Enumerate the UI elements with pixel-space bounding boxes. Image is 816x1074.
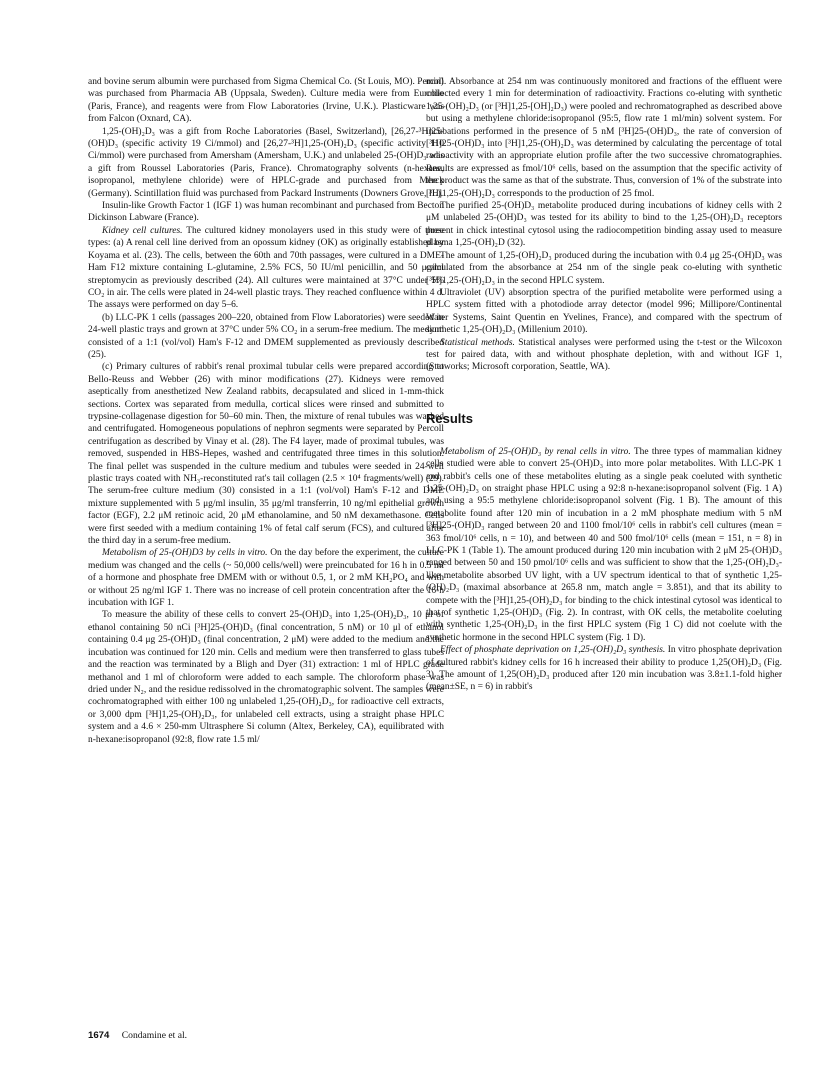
paragraph xyxy=(88,225,444,312)
paragraph xyxy=(88,547,444,609)
run-in-heading: Metabolism of 25-(OH)D3 by cells in vitro. xyxy=(102,548,268,559)
paragraph-body: On the day before the experiment, the culture medium was changed and the cells (~ 50,000 cells/well) were preincubated for 16 h in 0.5 ml of a hormone and phosphate free DMEM with or without 0.5, 1, or 2 mM KH₂PO₄ and with or without 25 ng/ml IGF 1. There was no increase of cell protein concentration after the 16-h incubation with IGF 1. xyxy=(88,548,444,609)
run-in-heading: Kidney cell cultures. xyxy=(102,225,183,236)
paragraph: Insulin-like Growth Factor 1 (IGF 1) was human recombinant and purchased from Becton Dickinson Labware (France). xyxy=(88,201,444,224)
paragraph: Ultraviolet (UV) absorption spectra of the purified metabolite were performed using a HPLC system fitted with a photodiode array detector (model 996; Millipore/Continental Water Systems, Saint Quentin en Yvelines, France), and compared with the spectrum of synthetic 1,25-(OH)₂D₃ (Millenium 2010). xyxy=(426,287,782,336)
right-column xyxy=(426,76,782,694)
section-title-results: Results xyxy=(426,410,473,426)
paragraph-body: The cultured kidney monolayers used in this study were of three types: (a) A renal cell line derived from an opossum kidney (OK) as originally established by Koyama et al. (23). The cells, between the 60th and 70th passages, were cultured in a DME-Ham F12 mixture containing L-glutamine, 2.5% FCS, 50 IU/ml penicillin, and 50 μg/ml streptomycin as previously described (24). All cultures were maintained at 37°C under 5% CO₂ in air. The cells were plated in 24-well plastic trays. They reached confluence within 4 d. The assays were performed on day 5–6. xyxy=(88,225,444,311)
paragraph: 1,25-(OH)₂D₃ was a gift from Roche Laboratories (Basel, Switzerland), [26,27-³H]25-(OH)D₃ (specific activity 19 Ci/mmol) and [26,27-³H]1,25-(OH)₂D₃ (specific activity 110 Ci/mmol) were purchased from Amersham (Amersham, U.K.) and unlabeled 25-(OH)D₃ was a gift from Roussel Laboratories (Paris, France). Chromatography solvents (n-hexane, isopropanol, methylene chloride) were of HPLC-grade and purchased from Merck (Germany). Scintillation fluid was purchased from Packard Instruments (Downers Grove, IL). xyxy=(88,126,444,199)
page-number: 1674 xyxy=(88,1030,110,1041)
run-in-heading: Effect of phosphate deprivation on 1,25-(OH)₂D₃ synthesis. xyxy=(440,645,666,656)
paragraph: The purified 25-(OH)D₃ metabolite produced during incubations of kidney cells with 2 μM unlabeled 25-(OH)D₃ was tested for its ability to bind to the 1,25-(OH)₂D₃ receptors present in chick intestinal cytosol using the radiocompetition binding assay used to measure plasma 1,25-(OH)₂D (32). xyxy=(426,201,782,249)
paragraph: To measure the ability of these cells to convert 25-(OH)D₃ into 1,25-(OH)₂D₃, 10 μl of ethanol containing 50 nCi [³H]25-(OH)D₃ (final concentration, 5 nM) or 10 μl of ethanol containing 0.4 μg 25-(OH)D₃ (final concentration, 2 μM) were added to the medium and the incubation was continued for 120 min. Cells and medium were then transferred to glass tubes and the reaction was terminated by a Bligh and Dyer (31) extraction: 1 ml of HPLC grade methanol and 1 ml of chloroform were added to each sample. The chloroform phase was dried under N₂, and the residue redissolved in the chromatographic solvent. The samples were cochromatographed with either 100 ng unlabeled 1,25-(OH)₂D₃, for radioactive cell extracts, or 3,000 dpm [³H]1,25-(OH)₂D₃, for unlabeled cell extracts, using a straight phase HPLC system and a 4.6 × 250-mm Ultrasphere Si column (Altex, Berkeley, CA), equilibrated with n-hexane:isopropanol (92:8, flow rate 1.5 ml/ xyxy=(88,610,444,745)
run-in-heading: Metabolism of 25-(OH)D₃ by renal cells in vitro. xyxy=(440,446,631,457)
paragraph: (c) Primary cultures of rabbit's renal proximal tubular cells were prepared according to Bello-Reuss and Webber (26) with minor modifications (27). Kidneys were removed aseptically from anesthetized New Zealand rabbits, decapsulated and sliced in 1-mm-thick sections. Cortex was separated from medulla, cortical slices were rinsed and submitted to trypsine-collagenase digestion for 50–60 min. Then, the mixture of renal tubules was washed and centrifugated. Homogeneous populations of nephron segments were separated by Percoll centrifugation as described by Vinay et al. (28). The F4 layer, made of proximal tubules, was removed, suspended in HBS-Hepes, washed and centrifugated three times in this solution. The final pellet was suspended in the culture medium and tubules were seeded in 24-well plastic trays coated with NH₃-reconstituted rat's tail collagen (2.5 × 10⁴ fragments/well) (29). The serum-free culture medium (30) consisted in a 1:1 (vol/vol) Ham's F-12 and DME mixture supplemented with 5 μg/ml insulin, 35 μg/ml transferrin, 10 ng/ml epithelial growth factor (EGF), 2.2 μM retinoic acid, 20 μM ethanolamine, and 50 nM dexamethasone. Cells were first seeded with a medium containing 1% of fetal calf serum (FCS), and cultured after the third day in a serum-free medium. xyxy=(88,362,444,547)
paragraph-body: Statistical analyses were performed using the t-test or the Wilcoxon test for paired data, with and without phosphate depletion, with and without IGF 1, (Statworks; Microsoft corporation, Seattle, WA). xyxy=(426,337,782,373)
left-column xyxy=(88,76,444,746)
paragraph-body: In vitro phosphate deprivation of cultured rabbit's kidney cells for 16 h increased their ability to produce 1,25(OH)₂D₃ (Fig. 3). The amount of 1,25(OH)₂D₃ produced after 120 min incubation was 3.8±1.1-fold higher (mean±SE, n = 6) in rabbit's xyxy=(426,645,782,693)
page-footer xyxy=(88,1030,187,1041)
paragraph: The amount of 1,25-(OH)₂D₃ produced during the incubation with 0.4 μg 25-(OH)D₃ was calculated from the absorbance at 254 nm of the single peak co-eluting with synthetic [³H]1,25-(OH)₂D₃ in the second HPLC system. xyxy=(426,250,782,286)
paragraph xyxy=(426,337,782,374)
paragraph-body: The three types of mammalian kidney cells studied were able to convert 25-(OH)D₃ into more polar metabolites. With LLC-PK 1 and rabbit's cells one of these metabolites eluting as a single peak coeluted with synthetic 1,25-(OH)₂D₃ on straight phase HPLC using a 92:8 n-hexane:isopropanol solvent (Fig. 1 A) and using a 95:5 methylene chloride:isopropanol solvent (Fig. 1 B). The amount of this metabolite found after 120 min of incubation in a 2 mM phosphate medium with 5 nM [³H]25-(OH)D₃ ranged between 20 and 1100 fmol/10⁶ cells in rabbit's cell cultures (mean = 363 fmol/10⁶ cells, n = 10), and between 40 and 500 fmol/10⁶ cells (mean = 151, n = 8) in LLC-PK 1 (Table 1). The amount produced during 120 min incubation with 2 μM 25-(OH)D₃ ranged between 50 and 150 pmol/10⁶ cells and was sufficient to show that the 1,25-(OH)₂D₃-like metabolite absorbed UV light, with a UV spectrum identical to that of synthetic 1,25-(OH)₂D₃ (maximal absorbance at 265.8 nm, match angle = 3.851), and that its ability to compete with the [³H]1,25-(OH)₂D₃ for binding to the chick intestinal cytosol was identical to that of synthetic 1,25-(OH)D₃ (Fig. 2). In contrast, with OK cells, the metabolite coeluting with synthetic 1,25-(OH)₂D₃ in the first HPLC system (Fig 1 C) did not coelute with the synthetic hormone in the second HPLC system (Fig. 1 D). xyxy=(426,446,782,643)
run-in-heading: Statistical methods. xyxy=(440,337,515,348)
paragraph: and bovine serum albumin were purchased from Sigma Chemical Co. (St Louis, MO). Percoll was purchased from Pharmacia AB (Uppsala, Sweden). Culture media were from Eurobio (Paris, France), and reagents were from Flow Laboratories (Irvine, U.K.). Plasticware was from Falcon (Oxnard, CA). xyxy=(88,77,444,125)
running-authors: Condamine et al. xyxy=(121,1030,188,1041)
paragraph: (b) LLC-PK 1 cells (passages 200–220, obtained from Flow Laboratories) were seeded in 24-well plastic trays and grown at 37°C under 5% CO₂ in a serum-free medium. The medium consisted of a 1:1 (vol/vol) Ham's F-12 and DMEM supplemented as previously described (25). xyxy=(88,312,444,360)
paragraph: min). Absorbance at 254 nm was continuously monitored and fractions of the effluent were collected every 1 min for determination of radioactivity. Fractions co-eluting with synthetic 1,25-(OH)₂D₃ (or [³H]1,25-[OH]₂D₃) were pooled and rechromatographed as described above but using a methylene chloride:isopropanol (95:5, flow rate 1 ml/min) solvent system. For incubations performed in the presence of 5 nM [³H]25-(OH)D₃, the rate of conversion of [³H]25-(OH)D₃ into [³H]1,25-(OH)₂D₃ was determined by calculating the percentage of total radioactivity with an appropriate elution profile after the two successive chromatographies. Results are expressed as fmol/10⁶ cells, based on the assumption that the specific activity of the product was the same as that of the substrate. Thus, conversion of 1% of the substrate into [³H]1,25-(OH)₂D₃ corresponds to the production of 25 fmol. xyxy=(426,77,782,199)
paragraph xyxy=(426,446,782,645)
paragraph xyxy=(426,644,782,694)
